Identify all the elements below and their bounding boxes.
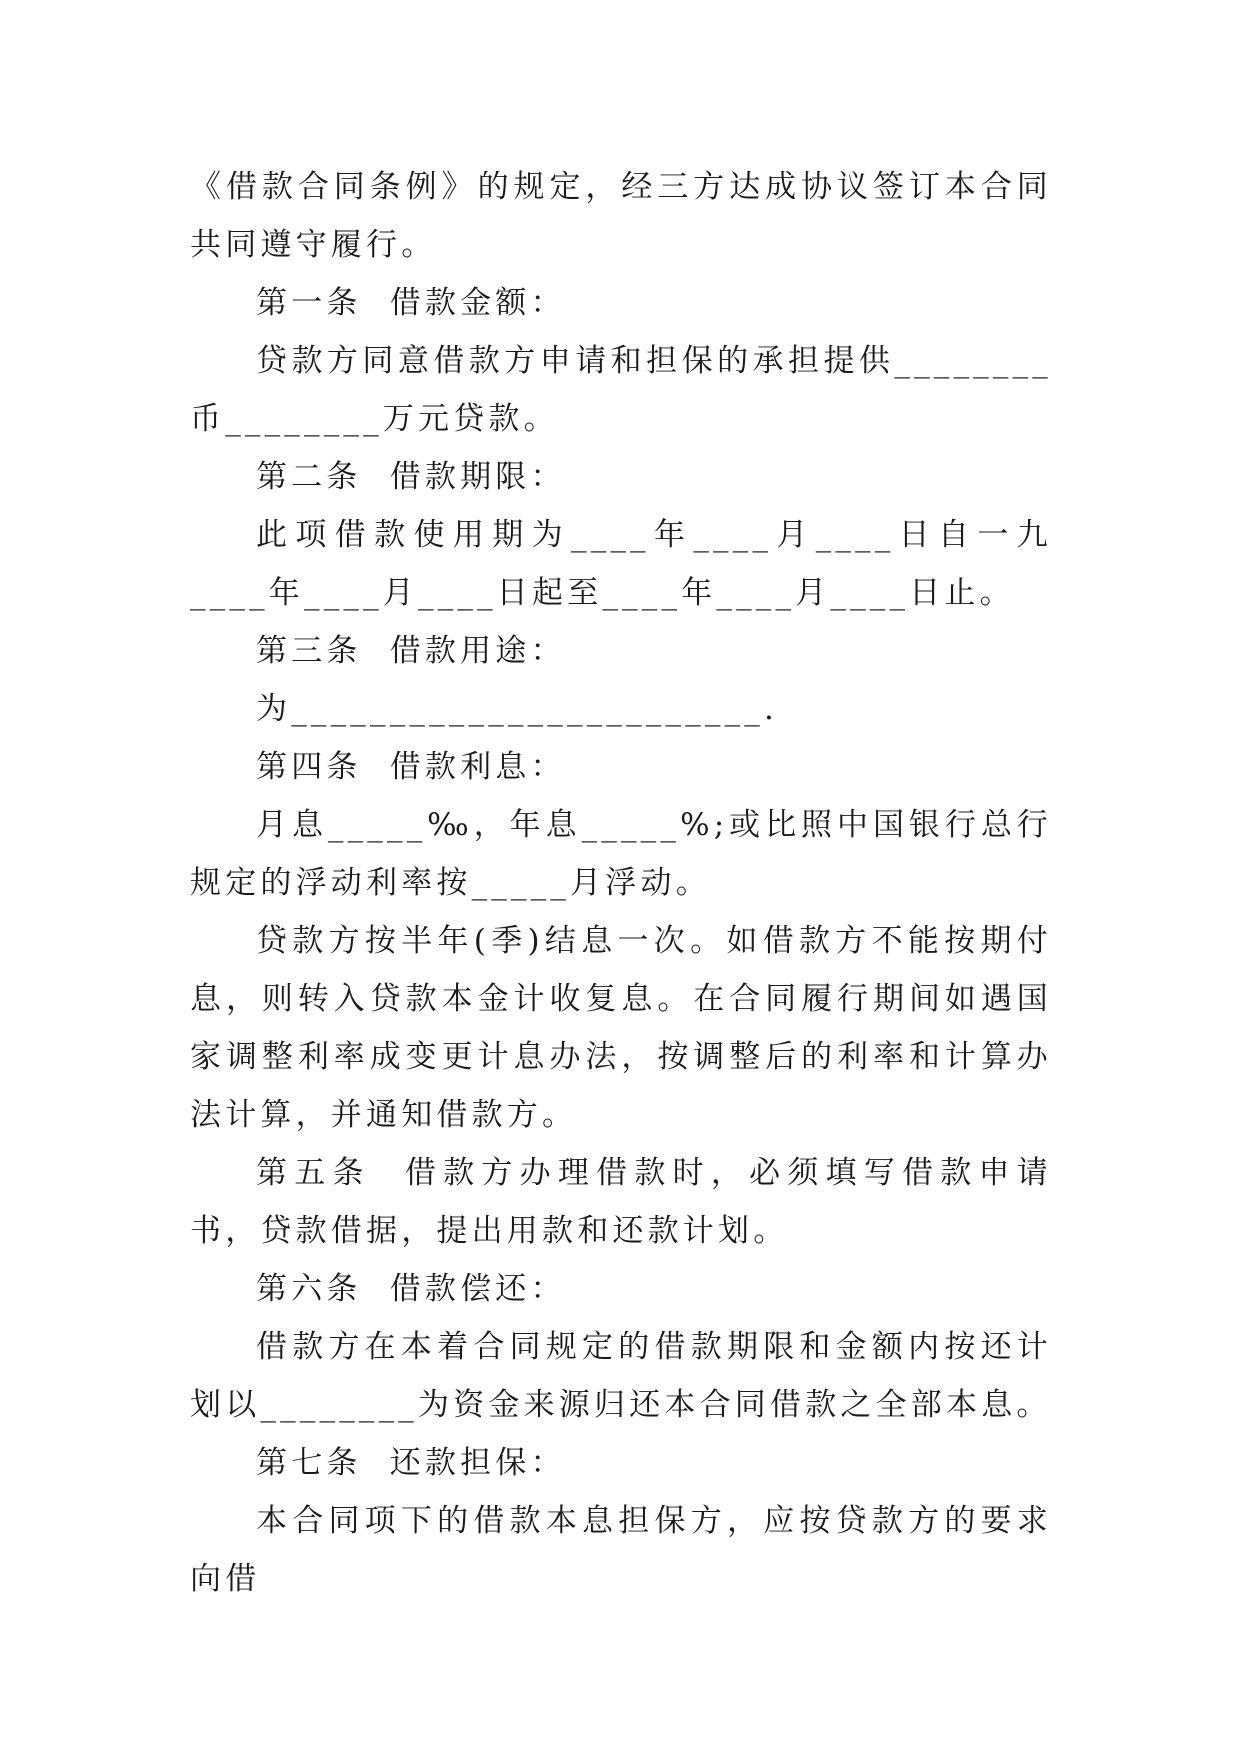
article-4-heading: 第四条 借款利息： <box>256 749 566 785</box>
article-7-heading: 第七条 还款担保： <box>256 1445 566 1481</box>
article-3-heading: 第三条 借款用途： <box>256 633 566 669</box>
article-1-heading: 第一条 借款金额： <box>256 285 566 321</box>
article-6-text: 借款方在本着合同规定的借款期限和金额内按还计划以________为资金来源归还本合同借款之全部本息。 <box>190 1329 1052 1423</box>
article-2-heading: 第二条 借款期限： <box>256 459 566 495</box>
article-2-text: 此项借款使用期为____年____月____日自一九____年____月____日起至____年____月____日止。 <box>190 517 1052 611</box>
article-3-text: 为________________________. <box>256 691 779 727</box>
article-1-text: 贷款方同意借款方申请和担保的承担提供________币________万元贷款。 <box>190 343 1052 437</box>
paragraph-continuation: 《借款合同条例》的规定，经三方达成协议签订本合同共同遵守履行。 <box>190 169 1052 263</box>
document-body <box>190 158 1052 1608</box>
article-6-heading: 第六条 借款偿还： <box>256 1271 566 1307</box>
article-4-rate-text: 月息_____‰，年息_____%;或比照中国银行总行规定的浮动利率按_____月浮动。 <box>190 807 1052 901</box>
article-5-text: 第五条 借款方办理借款时，必须填写借款申请书，贷款借据，提出用款和还款计划。 <box>190 1155 1052 1249</box>
article-4-settlement-text: 贷款方按半年(季)结息一次。如借款方不能按期付息，则转入贷款本金计收复息。在合同履行期间如遇国家调整利率成变更计息办法，按调整后的利率和计算办法计算，并通知借款方。 <box>190 923 1052 1133</box>
article-7-text: 本合同项下的借款本息担保方，应按贷款方的要求向借 <box>190 1503 1052 1597</box>
